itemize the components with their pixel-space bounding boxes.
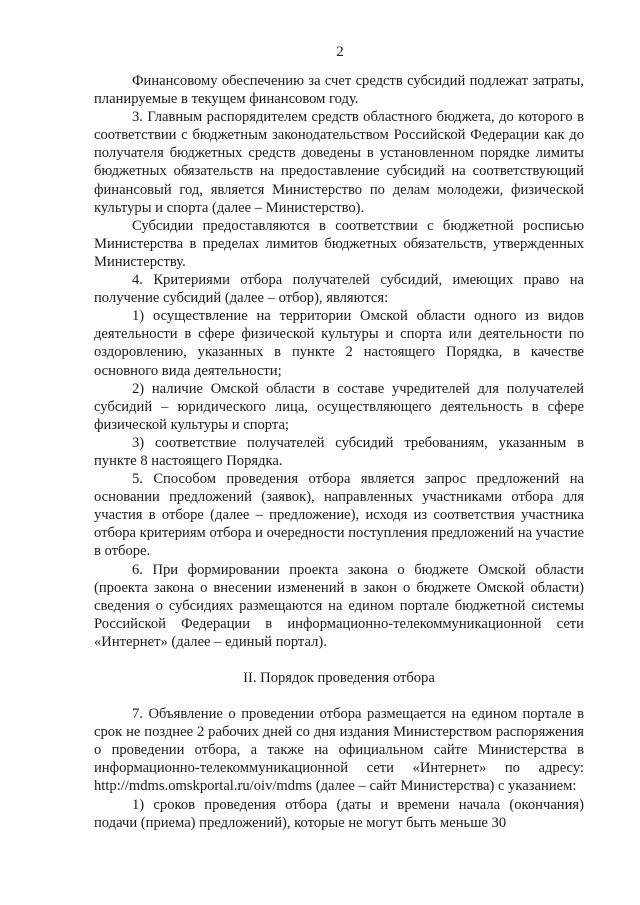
paragraph-subsidies-provision: Субсидии предоставляются в соответствии с бюджетной росписью Министерства в пределах лимитов бюджетных обязательств, утвержденных Министерству. <box>94 217 584 270</box>
page-number: 2 <box>336 44 344 60</box>
criteria-item-2: 2) наличие Омской области в составе учредителей для получателей субсидий – юридического лица, осуществляющего деятельность в сфере физической культуры и спорта; <box>94 380 584 433</box>
paragraph-6-budget-law: 6. При формировании проекта закона о бюджете Омской области (проекта закона о внесении изменений в закон о бюджете Омской области) сведения о субсидиях размещаются на едином портале бюджетной системы Российской Федерации в информационно-телекоммуникационной сети «Интернет» (далее – единый портал). <box>94 561 584 650</box>
section-heading: II. Порядок проведения отбора <box>243 670 435 686</box>
paragraph-3-main-administrator: 3. Главным распорядителем средств областного бюджета, до которого в соответствии с бюджетным законодательством Российской Федерации как до получателя бюджетных средств доведены в установленном порядке лимиты бюджетных обязательств на предоставление субсидий на соответствующий финансовый год, является Министерство по делам молодежи, физической культуры и спорта (далее – Министерство). <box>94 109 584 216</box>
paragraph-7-announcement: 7. Объявление о проведении отбора размещается на едином портале в срок не позднее 2 рабочих дней со дня издания Министерством распоряжения о проведении отбора, а также на официальном сайте Министерства в информационно-телекоммуникационной сети «Интернет» по адресу: http://mdms.omskportal.ru/oiv/mdms (далее – сайт Министерства) с указанием: <box>94 706 584 795</box>
paragraph-4-selection-criteria: 4. Критериями отбора получателей субсидий, имеющих право на получение субсидий (далее – отбор), являются: <box>94 272 584 307</box>
criteria-item-1: 1) осуществление на территории Омской области одного из видов деятельности в сфере физической культуры и спорта или деятельности по оздоровлению, указанных в пункте 2 настоящего Порядка, в качестве основного вида деятельности; <box>94 308 584 379</box>
criteria-item-3: 3) соответствие получателей субсидий требованиям, указанным в пункте 8 настоящего Порядка. <box>94 434 584 469</box>
paragraph-5-selection-method: 5. Способом проведения отбора является запрос предложений на основании предложений (заявок), направленных участниками отбора для участия в отборе (далее – предложение), исходя из соответствия участника отбора критериям отбора и очередности поступления предложений на участие в отборе. <box>94 471 584 560</box>
document-body <box>94 72 584 832</box>
announcement-item-1: 1) сроков проведения отбора (даты и времени начала (окончания) подачи (приема) предложений), которые не могут быть меньше 30 <box>94 796 584 831</box>
paragraph-financing: Финансовому обеспечению за счет средств субсидий подлежат затраты, планируемые в текущем финансовом году. <box>94 73 584 108</box>
